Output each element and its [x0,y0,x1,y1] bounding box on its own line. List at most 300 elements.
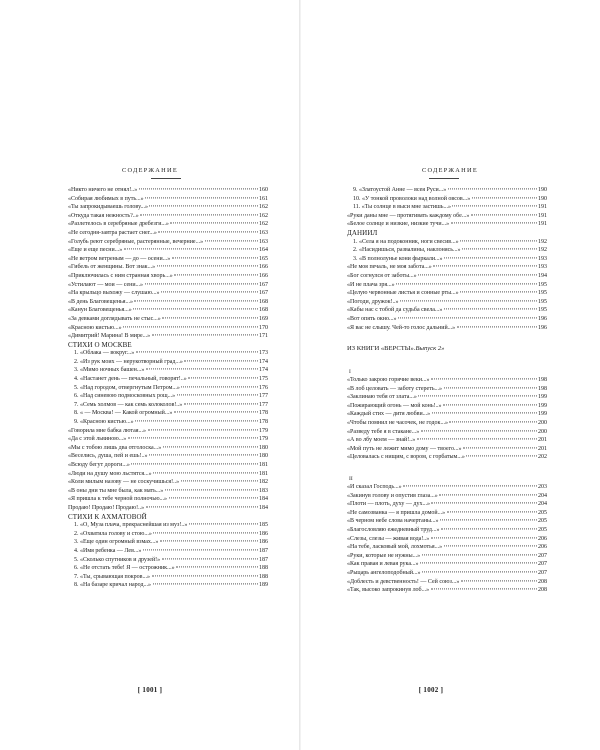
toc-entry-page: 181 [259,470,268,477]
running-header: СОДЕРЖАНИЕ [422,167,478,174]
toc-entry-page: 186 [259,539,268,546]
toc-entry [68,564,268,573]
toc-entry-title: «Всюду бегут дороги...» [68,462,130,468]
toc-leader-dots [153,584,258,585]
toc-leader-dots [432,413,537,414]
toc-leader-dots [172,257,258,258]
toc-entry-title: «На тебе, ласковый мой, лохмотья...» [347,544,443,551]
toc-leader-dots [418,274,536,275]
toc-leader-dots [169,498,258,499]
toc-entry [347,419,547,428]
toc-section-heading [68,341,268,350]
toc-entry-title: «Не ветром ветреным — до — осени...» [68,255,171,262]
toc-entry-page: 185 [259,522,268,529]
toc-leader-dots [441,528,537,529]
toc-entry-title: «Руки даны мне — протягивать каждому обе...» [347,212,470,219]
toc-entry-page: 201 [538,445,547,452]
toc-entry-title: 7. «Ты, срывающая покров...» [74,573,150,580]
toc-entry-page: 168 [259,307,268,314]
toc-leader-dots [420,563,536,564]
toc-entry-title: «Вот опять окно...» [347,315,397,322]
toc-entry-page: 186 [259,530,268,537]
toc-entry-page: 163 [259,238,268,245]
toc-entry [68,444,268,453]
toc-entry-page: 169 [259,315,268,322]
toc-entry [68,238,268,247]
toc-entry [68,212,268,221]
toc-leader-dots [418,396,536,397]
toc-entry-page: 183 [259,487,268,494]
toc-entry-page: 192 [538,238,547,245]
toc-entry-page: 200 [538,420,547,427]
toc-entry [347,238,547,247]
toc-leader-dots [439,494,536,495]
toc-entry-title: «Бог согнулся от заботы...» [347,272,417,279]
toc-entry [347,517,547,526]
toc-leader-dots [149,206,257,207]
toc-entry [347,212,547,221]
header-rule [151,178,181,179]
toc-leader-dots [188,377,257,378]
toc-entry-title: «Устилают — мои — сени...» [68,281,144,288]
toc-entry [347,410,547,419]
toc-entry [347,543,547,552]
toc-entry-title: «Плоти — плоть, духу — дух...» [347,501,430,508]
toc-leader-dots [181,386,257,387]
toc-entry [68,392,268,401]
toc-leader-dots [153,472,257,473]
toc-entry-title: 3. «Мимо ночных башен...» [74,367,145,374]
toc-part-number [347,368,547,376]
toc-entry-title: «В черном небе слова начертаны...» [347,518,439,525]
toc-entry [68,504,268,513]
toc-entry [347,272,547,281]
toc-leader-dots [157,266,258,267]
toc-entry-page: 176 [259,384,268,391]
toc-entry-title: 2. «Охватила голову и стою...» [74,530,152,537]
toc-entry-title: «Погоди, дружок!..» [347,298,399,305]
toc-entry-title: «Я пришла к тебе черной полночью...» [68,496,168,503]
toc-spacer [347,462,547,475]
toc-entry [347,552,547,561]
toc-entry-title: «Голубь реют серебряные, растерянные, вечерние...» [68,238,204,245]
toc-leader-dots [174,274,257,275]
table-of-contents [68,186,268,590]
toc-entry-page: 166 [259,264,268,271]
toc-spacer [347,355,547,368]
toc-entry [347,526,547,535]
toc-leader-dots [177,395,258,396]
toc-entry-page: 174 [259,367,268,374]
toc-entry-page: 198 [538,385,547,392]
toc-leader-dots [472,197,537,198]
toc-entry-title: «Закинув голову и опустив глаза...» [347,492,438,499]
toc-entry-title: «Говорила мне бабка лютая...» [68,427,147,434]
toc-entry-page: 195 [538,290,547,297]
toc-entry-page: 203 [538,484,547,491]
toc-entry [347,306,547,315]
toc-entry [347,263,547,272]
toc-entry-page: 207 [538,569,547,576]
toc-entry-title: «Заклинаю тебя от злата...» [347,394,417,401]
toc-entry-page: 206 [538,535,547,542]
toc-entry-title: 9. «Златоустой Анне — всея Руси...» [353,187,447,193]
toc-entry-page: 165 [259,255,268,262]
toc-entry-title: «Я вас не слышу. Чей-то голос дальний...» [347,324,456,331]
toc-entry-title: «Приключилась с ним странная хворь...» [68,272,173,279]
toc-entry-title: 4. «Имя ребенка — Лев...» [74,547,142,554]
toc-entry-page: 205 [538,509,547,516]
toc-entry [68,281,268,290]
toc-entry [347,445,547,454]
toc-entry-title: «В день Благовещенья...» [68,298,133,305]
toc-entry-title: «Чтобы помнил не часочек, не годок...» [347,420,448,427]
toc-leader-dots [162,317,257,318]
toc-entry-title: «А во лбу моем — знай!..» [347,437,416,444]
toc-entry-title: «В оны дни ты мне была, как мать...» [68,487,164,494]
toc-leader-dots [152,334,258,335]
toc-entry-page: 199 [538,402,547,409]
toc-leader-dots [145,197,257,198]
header-rule [429,178,459,179]
toc-leader-dots [444,309,537,310]
toc-leader-dots [431,589,537,590]
toc-entry-page: 199 [538,394,547,401]
toc-entry-page: 166 [259,272,268,279]
toc-leader-dots [124,249,258,250]
toc-entry [347,195,547,204]
toc-entry-title: «Никто ничего не отнял!..» [68,187,138,193]
toc-entry [68,418,268,427]
toc-entry [68,384,268,393]
toc-entry-title: «За девками доглядывать не стыс...» [68,315,161,322]
toc-entry [347,483,547,492]
toc-entry-title: «Разлетелось в серебряные дребезги...» [68,221,169,228]
toc-entry [68,487,268,496]
toc-entry-title: 3. «Еще один огромный взмах...» [74,539,159,546]
toc-entry [68,298,268,307]
toc-entry-page: 184 [259,504,268,511]
toc-entry-page: 195 [538,281,547,288]
toc-leader-dots [431,378,537,379]
toc-part-number [347,475,547,483]
toc-leader-dots [433,266,536,267]
toc-entry-title: «Целую червонные листья и сонные рты...» [347,290,459,297]
toc-entry-page: 177 [259,393,268,400]
toc-leader-dots [417,439,537,440]
toc-entry-title: 1. «Облака — вокруг...» [74,350,135,357]
toc-entry-title: «Димитрий! Марина! В мире...» [68,333,151,340]
toc-entry-title: Продаю! Продаю! Продаю!..» [68,504,145,511]
toc-entry-title: «Откуда такая нежность?..» [68,212,139,219]
toc-entry-page: 191 [538,212,547,219]
right-page [300,0,600,750]
toc-entry-page: 204 [538,492,547,499]
toc-entry [68,306,268,315]
toc-leader-dots [158,231,257,232]
toc-leader-dots [176,567,257,568]
toc-leader-dots [422,554,537,555]
toc-leader-dots [422,571,537,572]
toc-entry-title: 8. « — Москва! — Какой огромный...» [74,410,173,417]
toc-section-title: СТИХИ О МОСКВЕ [68,340,132,349]
toc-entry-page: 196 [538,324,547,331]
toc-entry-title: «Коли милым назову — не соскучишься!..» [68,479,180,486]
toc-entry-page: 190 [538,187,547,193]
toc-entry [68,401,268,410]
toc-entry-page: 162 [259,212,268,219]
toc-leader-dots [452,206,536,207]
toc-entry-page: 207 [538,552,547,559]
toc-part-label: I [349,369,351,376]
toc-entry-page: 179 [259,427,268,434]
toc-section-heading [68,513,268,522]
toc-entry-page: 177 [259,401,268,408]
toc-entry-title: «Руки, которые не нужны...» [347,552,421,559]
toc-entry-page: 208 [538,578,547,585]
toc-entry-page: 175 [259,376,268,383]
toc-entry-page: 190 [538,195,547,202]
toc-entry-page: 194 [538,272,547,279]
toc-entry [68,358,268,367]
toc-entry-title: «На крыльцо выхожу — слушаю...» [68,290,160,297]
toc-entry-page: 205 [538,527,547,533]
toc-entry-page: 198 [538,377,547,384]
toc-leader-dots [398,317,537,318]
toc-entry [68,229,268,238]
toc-leader-dots [443,404,536,405]
toc-leader-dots [466,456,536,457]
toc-entry-page: 193 [538,255,547,262]
toc-entry [347,453,547,462]
toc-leader-dots [457,326,537,327]
toc-leader-dots [160,541,258,542]
toc-leader-dots [153,532,257,533]
toc-spacer [347,332,547,345]
toc-entry [347,586,547,595]
toc-entry [68,324,268,333]
toc-leader-dots [451,223,537,224]
toc-entry-title: «Целовалась с нищим, с вором, с горбатым...» [347,454,465,461]
toc-entry [68,203,268,212]
toc-entry-page: 195 [538,298,547,305]
toc-entry-page: 170 [259,324,268,331]
toc-entry-title: 4. «Настанет день — печальный, говорят!..» [74,376,187,383]
toc-entry-page: 160 [259,187,268,193]
toc-entry [68,375,268,384]
running-header: СОДЕРЖАНИЕ [122,167,178,174]
toc-entry-title: 8. «На базаре кричал народ...» [74,582,152,589]
toc-leader-dots [431,503,536,504]
toc-entry-title: «Доблесть и девственность! — Сей союз...» [347,578,460,585]
toc-entry [68,246,268,255]
toc-entry-title: «Только закрою горячие веки...» [347,377,430,384]
toc-entry-title: «Как правая и левая рука...» [347,561,419,568]
toc-entry-title: 6. «Над синевою подмосковных рощ...» [74,393,176,400]
toc-entry-page: 178 [259,410,268,417]
toc-entry-title: «В лоб целовать — заботу стереть...» [347,385,443,392]
toc-leader-dots [444,546,537,547]
toc-entry [68,581,268,590]
toc-entry-page: 200 [538,428,547,435]
toc-entry-title: «Разведу тебе я в стакане...» [347,428,420,435]
toc-entry-title: «Канун Благовещенья...» [68,307,132,314]
toc-entry-title: «Так, высоко запрокинув лоб...» [347,587,430,594]
toc-entry [347,315,547,324]
toc-leader-dots [134,300,257,301]
toc-entry-page: 167 [259,290,268,297]
toc-leader-dots [139,188,258,189]
toc-entry-page: 182 [259,479,268,486]
toc-entry-title: «Благословляю ежедневный труд...» [347,527,440,533]
toc-entry-page: 180 [259,444,268,451]
toc-leader-dots [145,283,258,284]
toc-entry-page: 207 [538,561,547,568]
toc-section-heading [347,229,547,238]
toc-entry [347,578,547,587]
toc-entry-page: 162 [259,221,268,228]
toc-entry-page: 163 [259,229,268,236]
toc-leader-dots [440,520,537,521]
toc-entry [347,500,547,509]
toc-entry [347,385,547,394]
toc-entry-title: «Красною кистью...» [68,324,122,331]
toc-book-heading [347,345,547,355]
toc-entry-page: 161 [259,195,268,202]
toc-entry-title: 7. «Семь холмов — как семь колоколов!..» [74,401,183,408]
toc-entry-title: «Рыцарь ангелоподобный...» [347,569,421,576]
toc-leader-dots [135,420,257,421]
toc-entry [68,435,268,444]
toc-leader-dots [447,511,537,512]
toc-entry-page: 188 [259,565,268,572]
toc-entry [347,402,547,411]
toc-section-title: ДАНИИЛ [347,228,378,237]
toc-entry [68,289,268,298]
toc-entry-title: «Собирая любимых в путь...» [68,195,144,202]
toc-leader-dots [148,429,258,430]
toc-entry [68,538,268,547]
toc-entry [68,263,268,272]
toc-entry-title: 1. «О, Муза плача, прекраснейшая из муз!..» [74,522,188,529]
toc-leader-dots [152,575,258,576]
toc-leader-dots [170,223,257,224]
toc-entry [347,428,547,437]
toc-leader-dots [140,214,257,215]
toc-entry-page: 188 [259,573,268,580]
toc-entry-page: 167 [259,281,268,288]
toc-section-title: СТИХИ К АХМАТОВОЙ [68,512,147,521]
toc-entry [347,246,547,255]
toc-entry-page: 204 [538,501,547,508]
toc-entry-page: 162 [259,204,268,211]
toc-leader-dots [184,403,258,404]
toc-leader-dots [449,421,536,422]
toc-entry-page: 191 [538,221,547,228]
toc-entry [68,573,268,582]
toc-leader-dots [463,447,537,448]
toc-entry-page: 173 [259,350,268,357]
page-number: [ 1002 ] [418,686,444,694]
toc-entry-page: 179 [259,436,268,443]
toc-leader-dots [133,309,257,310]
toc-entry-page: 171 [259,333,268,340]
toc-entry [68,366,268,375]
toc-entry-page: 201 [538,437,547,444]
toc-entry-title: «Люди на душу мою льстятся...» [68,470,152,477]
toc-entry [347,535,547,544]
toc-entry-title: 3. «В полнолунье кони фыркали...» [353,255,443,262]
toc-entry [347,186,547,195]
toc-entry [347,436,547,445]
toc-entry [68,409,268,418]
toc-entry-title: «Слезы, слезы — живая вода!..» [347,535,430,542]
toc-book-title: ИЗ КНИГИ «ВЕРСТЫ». [347,345,416,353]
toc-entry [347,255,547,264]
toc-leader-dots [123,326,257,327]
toc-entry-title: 9. «Красною кистью...» [74,419,134,426]
toc-leader-dots [189,524,258,525]
toc-leader-dots [460,240,536,241]
toc-leader-dots [136,352,258,353]
toc-entry [68,461,268,470]
toc-entry [347,324,547,333]
page-number: [ 1001 ] [137,686,163,694]
toc-entry [68,556,268,565]
toc-entry-title: 5. «Над городом, отвергнутым Петром...» [74,384,180,391]
toc-entry-title: «Пожирающий огонь — мой конь!..» [347,402,442,409]
toc-entry-page: 191 [538,204,547,211]
toc-entry-title: 11. «Ты солнце в выси мне застишь...» [353,204,451,211]
toc-leader-dots [184,360,257,361]
toc-entry [68,272,268,281]
toc-entry [68,427,268,436]
toc-leader-dots [165,489,258,490]
toc-leader-dots [444,387,537,388]
toc-leader-dots [461,580,537,581]
toc-entry-title: «Мы с тобою лишь два отголоска...» [68,444,162,451]
toc-leader-dots [431,537,537,538]
toc-entry-page: 202 [538,454,547,461]
toc-entry-page: 178 [259,419,268,426]
toc-entry [347,560,547,569]
toc-entry-page: 164 [259,247,268,254]
toc-entry-page: 168 [259,298,268,305]
toc-entry [68,452,268,461]
toc-entry-title: «Белое солнце и низкие, низкие тучи...» [347,221,450,228]
toc-entry [347,376,547,385]
toc-entry [347,393,547,402]
toc-leader-dots [146,369,258,370]
toc-entry-title: «Гибель от женщины. Вот знак...» [68,264,156,271]
toc-leader-dots [146,506,258,507]
toc-entry-page: 195 [538,307,547,314]
toc-leader-dots [403,485,536,486]
toc-entry [68,349,268,358]
toc-leader-dots [162,558,258,559]
toc-entry-title: «Еще и еще песни...» [68,247,123,254]
toc-entry [347,281,547,290]
toc-leader-dots [448,188,537,189]
toc-entry-title: 2. «Из рук моих — нерукотворный град...» [74,358,183,365]
toc-entry [68,186,268,195]
toc-leader-dots [205,240,258,241]
toc-entry-page: 181 [259,462,268,468]
toc-book-subtitle: Выпуск 2» [415,345,445,353]
table-of-contents [347,186,547,595]
toc-entry-title: «Мой путь не лежит мимо дому — твоего...» [347,445,462,452]
toc-entry [347,509,547,518]
